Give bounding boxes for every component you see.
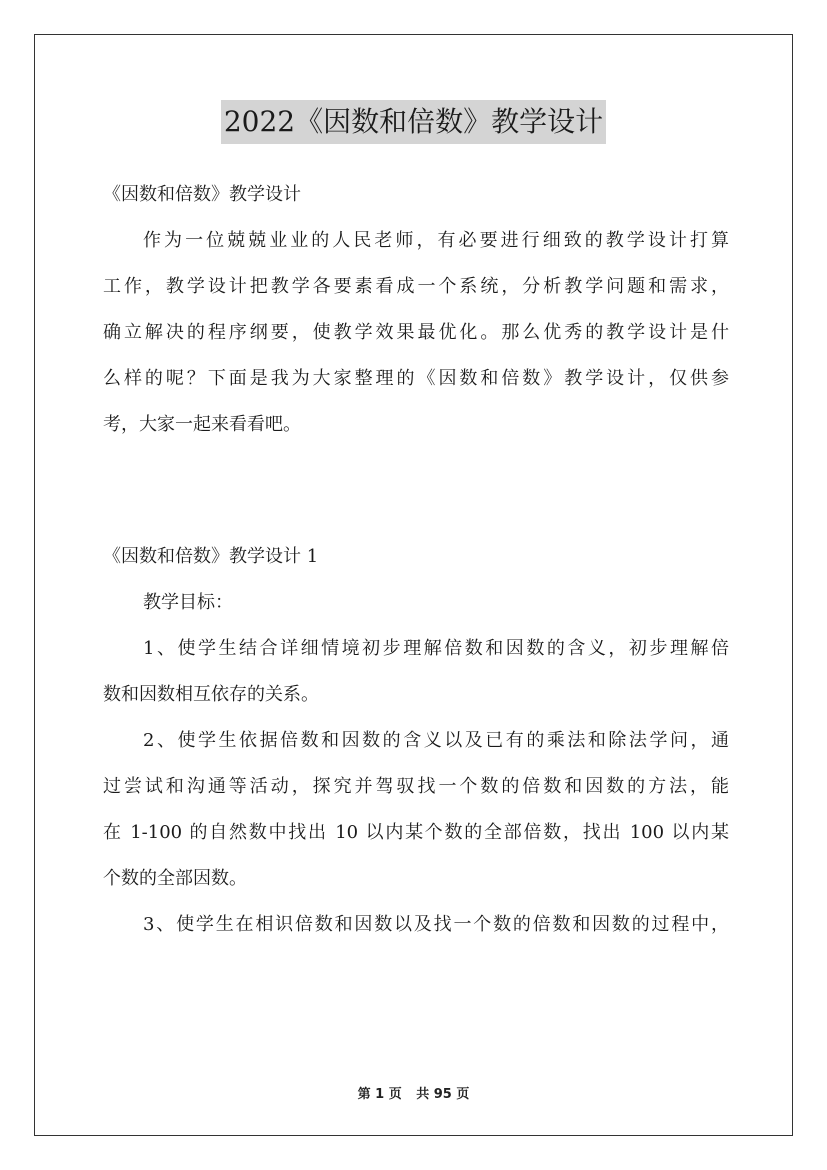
blank-line [103,448,729,494]
page-footer [0,1083,827,1102]
document-body [103,172,729,948]
objective-2-line-3: 在 1-100 的自然数中找出 10 以内某个数的全部倍数，找出 100 以内某 [103,822,729,843]
intro-line-1: 作为一位兢兢业业的人民老师，有必要进行细致的教学设计打算 [143,230,729,251]
intro-line-3: 确立解决的程序纲要，使教学效果最优化。那么优秀的教学设计是什 [103,322,729,343]
intro-line-2: 工作，教学设计把教学各要素看成一个系统，分析教学问题和需求， [103,276,729,297]
objective-1-line-1: 1、使学生结合详细情境初步理解倍数和因数的含义，初步理解倍 [143,638,729,659]
objective-2-line-2: 过尝试和沟通等活动，探究并驾驭找一个数的倍数和因数的方法，能 [103,776,729,797]
subtitle: 《因数和倍数》教学设计 [103,184,301,205]
objectives-label: 教学目标： [143,592,233,613]
objective-3-line-1: 3、使学生在相识倍数和因数以及找一个数的倍数和因数的过程中， [143,914,729,935]
intro-line-4: 么样的呢？下面是我为大家整理的《因数和倍数》教学设计，仅供参 [103,368,729,389]
objective-2-line-1: 2、使学生依据倍数和因数的含义以及已有的乘法和除法学问，通 [143,730,729,751]
document-title: 2022《因数和倍数》教学设计 [221,100,606,144]
blank-line [103,494,729,534]
objective-2-line-4: 个数的全部因数。 [103,868,247,889]
intro-line-5: 考，大家一起来看看吧。 [103,414,301,435]
page-number-total: 共 95 页 [416,1087,470,1102]
section-heading: 《因数和倍数》教学设计 1 [103,546,319,567]
document-title-wrap [0,100,827,144]
objective-1-line-2: 数和因数相互依存的关系。 [103,684,319,705]
page-number-current: 第 1 页 [357,1087,402,1102]
